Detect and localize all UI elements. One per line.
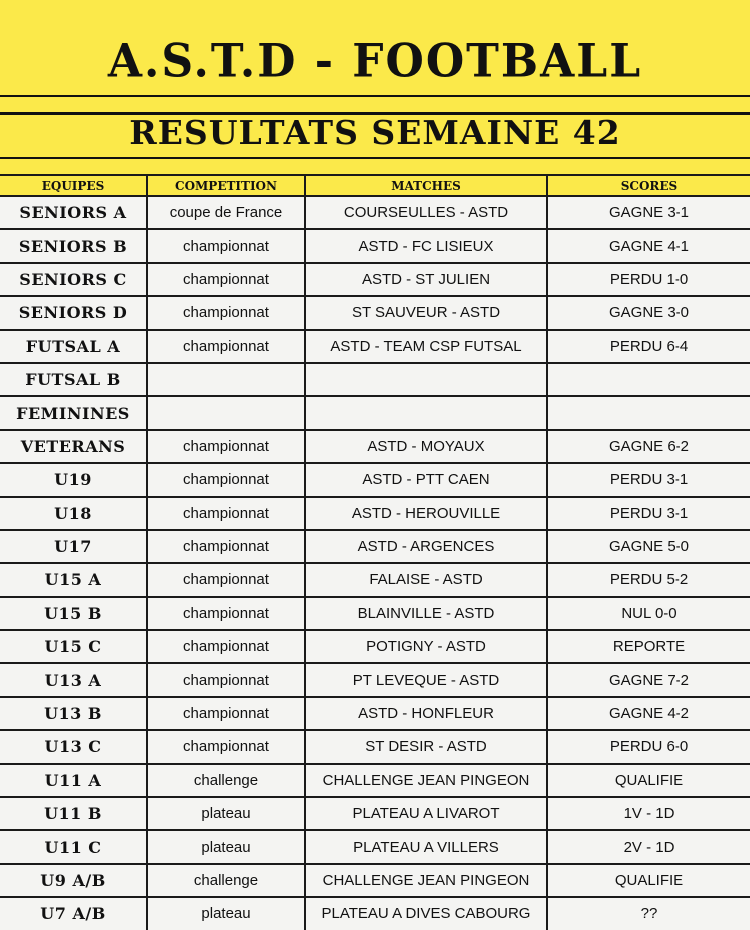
- team-cell: U17: [0, 530, 147, 563]
- competition-cell: championnat: [147, 630, 305, 663]
- team-cell: U13 C: [0, 730, 147, 763]
- column-header-competition: COMPETITION: [147, 175, 305, 196]
- score-cell: NUL 0-0: [547, 597, 750, 630]
- competition-cell: championnat: [147, 497, 305, 530]
- table-row: [0, 730, 750, 763]
- competition-cell: championnat: [147, 663, 305, 696]
- team-cell: U15 C: [0, 630, 147, 663]
- score-cell: GAGNE 3-0: [547, 296, 750, 329]
- team-cell: U15 A: [0, 563, 147, 596]
- score-cell: [547, 363, 750, 396]
- table-row: [0, 830, 750, 863]
- team-cell: U7 A/B: [0, 897, 147, 929]
- table-row: [0, 196, 750, 229]
- subtitle-rule: [0, 157, 750, 159]
- table-row: [0, 497, 750, 530]
- competition-cell: championnat: [147, 697, 305, 730]
- team-cell: FUTSAL A: [0, 330, 147, 363]
- table-row: [0, 396, 750, 429]
- team-cell: U15 B: [0, 597, 147, 630]
- competition-cell: championnat: [147, 463, 305, 496]
- match-cell: PLATEAU A LIVAROT: [305, 797, 547, 830]
- team-cell: U11 B: [0, 797, 147, 830]
- score-cell: 2V - 1D: [547, 830, 750, 863]
- team-cell: U11 A: [0, 764, 147, 797]
- competition-cell: plateau: [147, 897, 305, 929]
- table-row: [0, 430, 750, 463]
- score-cell: PERDU 1-0: [547, 263, 750, 296]
- competition-cell: championnat: [147, 430, 305, 463]
- score-cell: PERDU 6-4: [547, 330, 750, 363]
- title-rule-top: [0, 95, 750, 97]
- team-cell: U11 C: [0, 830, 147, 863]
- competition-cell: championnat: [147, 296, 305, 329]
- team-cell: VETERANS: [0, 430, 147, 463]
- match-cell: PLATEAU A DIVES CABOURG: [305, 897, 547, 929]
- table-row: [0, 663, 750, 696]
- competition-cell: championnat: [147, 597, 305, 630]
- team-cell: U19: [0, 463, 147, 496]
- team-cell: SENIORS A: [0, 196, 147, 229]
- column-header-matches: MATCHES: [305, 175, 547, 196]
- table-row: [0, 363, 750, 396]
- table-row: [0, 463, 750, 496]
- match-cell: FALAISE - ASTD: [305, 563, 547, 596]
- score-cell: GAGNE 3-1: [547, 196, 750, 229]
- score-cell: QUALIFIE: [547, 764, 750, 797]
- match-cell: ASTD - MOYAUX: [305, 430, 547, 463]
- match-cell: ASTD - HONFLEUR: [305, 697, 547, 730]
- table-row: [0, 630, 750, 663]
- table-row: [0, 263, 750, 296]
- results-table: [0, 174, 750, 930]
- match-cell: ASTD - ARGENCES: [305, 530, 547, 563]
- match-cell: ASTD - PTT CAEN: [305, 463, 547, 496]
- score-cell: PERDU 3-1: [547, 497, 750, 530]
- match-cell: ST SAUVEUR - ASTD: [305, 296, 547, 329]
- match-cell: ASTD - ST JULIEN: [305, 263, 547, 296]
- match-cell: COURSEULLES - ASTD: [305, 196, 547, 229]
- column-header-scores: SCORES: [547, 175, 750, 196]
- score-cell: ??: [547, 897, 750, 929]
- table-row: [0, 330, 750, 363]
- competition-cell: championnat: [147, 563, 305, 596]
- competition-cell: [147, 396, 305, 429]
- page-title: A.S.T.D - FOOTBALL: [107, 34, 643, 89]
- score-cell: PERDU 5-2: [547, 563, 750, 596]
- competition-cell: championnat: [147, 330, 305, 363]
- score-cell: 1V - 1D: [547, 797, 750, 830]
- match-cell: ASTD - FC LISIEUX: [305, 229, 547, 262]
- match-cell: PT LEVEQUE - ASTD: [305, 663, 547, 696]
- team-cell: FEMININES: [0, 396, 147, 429]
- table-row: [0, 597, 750, 630]
- team-cell: U13 B: [0, 697, 147, 730]
- match-cell: ASTD - TEAM CSP FUTSAL: [305, 330, 547, 363]
- table-row: [0, 897, 750, 929]
- team-cell: U18: [0, 497, 147, 530]
- score-cell: REPORTE: [547, 630, 750, 663]
- score-cell: QUALIFIE: [547, 864, 750, 897]
- team-cell: FUTSAL B: [0, 363, 147, 396]
- table-header-row: [0, 175, 750, 196]
- competition-cell: challenge: [147, 864, 305, 897]
- score-cell: GAGNE 7-2: [547, 663, 750, 696]
- match-cell: ST DESIR - ASTD: [305, 730, 547, 763]
- score-cell: GAGNE 4-1: [547, 229, 750, 262]
- competition-cell: challenge: [147, 764, 305, 797]
- score-cell: PERDU 3-1: [547, 463, 750, 496]
- competition-cell: plateau: [147, 830, 305, 863]
- table-row: [0, 697, 750, 730]
- table-row: [0, 864, 750, 897]
- table-row: [0, 563, 750, 596]
- competition-cell: championnat: [147, 263, 305, 296]
- match-cell: ASTD - HEROUVILLE: [305, 497, 547, 530]
- competition-cell: championnat: [147, 530, 305, 563]
- match-cell: [305, 363, 547, 396]
- competition-cell: championnat: [147, 730, 305, 763]
- results-body: [0, 196, 750, 930]
- competition-cell: coupe de France: [147, 196, 305, 229]
- table-row: [0, 229, 750, 262]
- team-cell: SENIORS C: [0, 263, 147, 296]
- score-cell: GAGNE 5-0: [547, 530, 750, 563]
- page-subtitle: RESULTATS SEMAINE 42: [129, 113, 621, 152]
- team-cell: SENIORS D: [0, 296, 147, 329]
- score-cell: [547, 396, 750, 429]
- table-row: [0, 530, 750, 563]
- table-row: [0, 296, 750, 329]
- team-cell: SENIORS B: [0, 229, 147, 262]
- table-row: [0, 764, 750, 797]
- competition-cell: championnat: [147, 229, 305, 262]
- competition-cell: [147, 363, 305, 396]
- match-cell: POTIGNY - ASTD: [305, 630, 547, 663]
- match-cell: PLATEAU A VILLERS: [305, 830, 547, 863]
- match-cell: CHALLENGE JEAN PINGEON: [305, 864, 547, 897]
- team-cell: U13 A: [0, 663, 147, 696]
- score-cell: PERDU 6-0: [547, 730, 750, 763]
- match-cell: BLAINVILLE - ASTD: [305, 597, 547, 630]
- score-cell: GAGNE 6-2: [547, 430, 750, 463]
- column-header-teams: EQUIPES: [0, 175, 147, 196]
- score-cell: GAGNE 4-2: [547, 697, 750, 730]
- team-cell: U9 A/B: [0, 864, 147, 897]
- match-cell: [305, 396, 547, 429]
- competition-cell: plateau: [147, 797, 305, 830]
- match-cell: CHALLENGE JEAN PINGEON: [305, 764, 547, 797]
- table-row: [0, 797, 750, 830]
